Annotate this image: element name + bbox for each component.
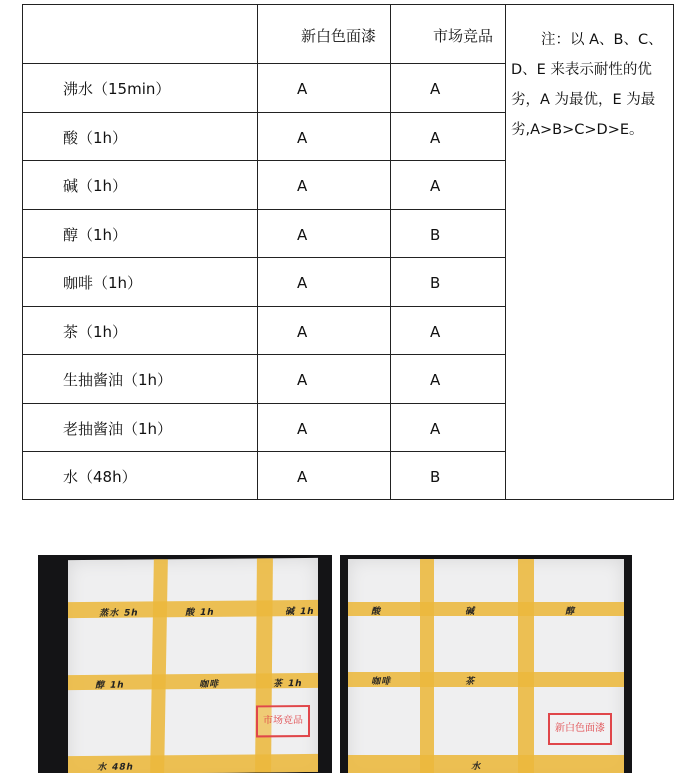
row-new-grade: A [297,420,308,438]
row-market-grade: A [430,80,441,98]
handwriting: 水 [470,762,483,772]
row-divider [23,112,506,113]
handwriting: 碱 1h [284,606,316,618]
row-new-grade: A [297,80,308,98]
tape-strip [255,558,273,772]
row-item-label: 生抽酱油（1h） [63,371,173,389]
col-divider [390,5,391,499]
row-item-label: 咖啡（1h） [63,274,143,292]
handwriting: 醇 1h [94,680,126,691]
sample-stamp: 市场竞品 [256,705,310,737]
tape-strip [420,559,434,773]
tape-strip [348,755,624,773]
row-divider [23,403,506,404]
handwriting: 酸 1h [184,607,216,619]
note-line: 劣,A>B>C>D>E。 [511,122,644,138]
handwriting: 醇 [564,607,577,617]
row-item-label: 酸（1h） [63,129,128,147]
row-market-grade: A [430,420,441,438]
row-divider [23,257,506,258]
row-market-grade: A [430,177,441,195]
row-item-label: 醇（1h） [63,226,128,244]
handwriting: 茶 [464,677,477,687]
test-panel [68,558,318,773]
row-market-grade: A [430,371,441,389]
row-new-grade: A [297,177,308,195]
row-market-grade: B [430,468,441,486]
col-divider [505,5,506,499]
row-divider [23,63,506,64]
grading-note [511,25,663,145]
header-market-product: 市场竞品 [433,27,494,45]
row-divider [23,306,506,307]
row-market-grade: B [430,226,441,244]
note-line: D、E 来表示耐性的优 [511,62,652,78]
resistance-table [22,4,674,500]
row-divider [23,160,506,161]
handwriting: 碱 [464,607,477,617]
note-line: 注：以 A、B、C、 [541,32,663,48]
tape-strip [518,559,534,773]
market-product-photo [38,555,332,773]
row-item-label: 碱（1h） [63,177,128,195]
row-item-label: 沸水（15min） [63,80,171,98]
tape-strip [150,559,168,773]
row-divider [23,354,506,355]
row-new-grade: A [297,274,308,292]
row-new-grade: A [297,468,308,486]
row-new-grade: A [297,323,308,341]
row-item-label: 老抽酱油（1h） [63,420,173,438]
row-item-label: 茶（1h） [63,323,128,341]
new-paint-photo [340,555,632,773]
sample-stamp: 新白色面漆 [548,713,612,745]
handwriting: 蒸水 5h [98,608,140,619]
handwriting: 咖啡 [198,679,221,690]
row-market-grade: A [430,323,441,341]
handwriting: 茶 1h [272,679,304,690]
test-panel [348,559,624,773]
row-new-grade: A [297,129,308,147]
handwriting: 咖啡 [370,677,393,687]
handwriting: 酸 [370,607,383,617]
row-market-grade: A [430,129,441,147]
tape-strip [348,602,624,616]
row-new-grade: A [297,371,308,389]
row-market-grade: B [430,274,441,292]
header-new-paint: 新白色面漆 [301,27,377,45]
handwriting: 水 48h [96,762,135,773]
row-item-label: 水（48h） [63,468,137,486]
row-divider [23,451,506,452]
col-divider [257,5,258,499]
note-line: 劣，A 为最优，E 为最 [511,92,656,108]
row-new-grade: A [297,226,308,244]
row-divider [23,209,506,210]
